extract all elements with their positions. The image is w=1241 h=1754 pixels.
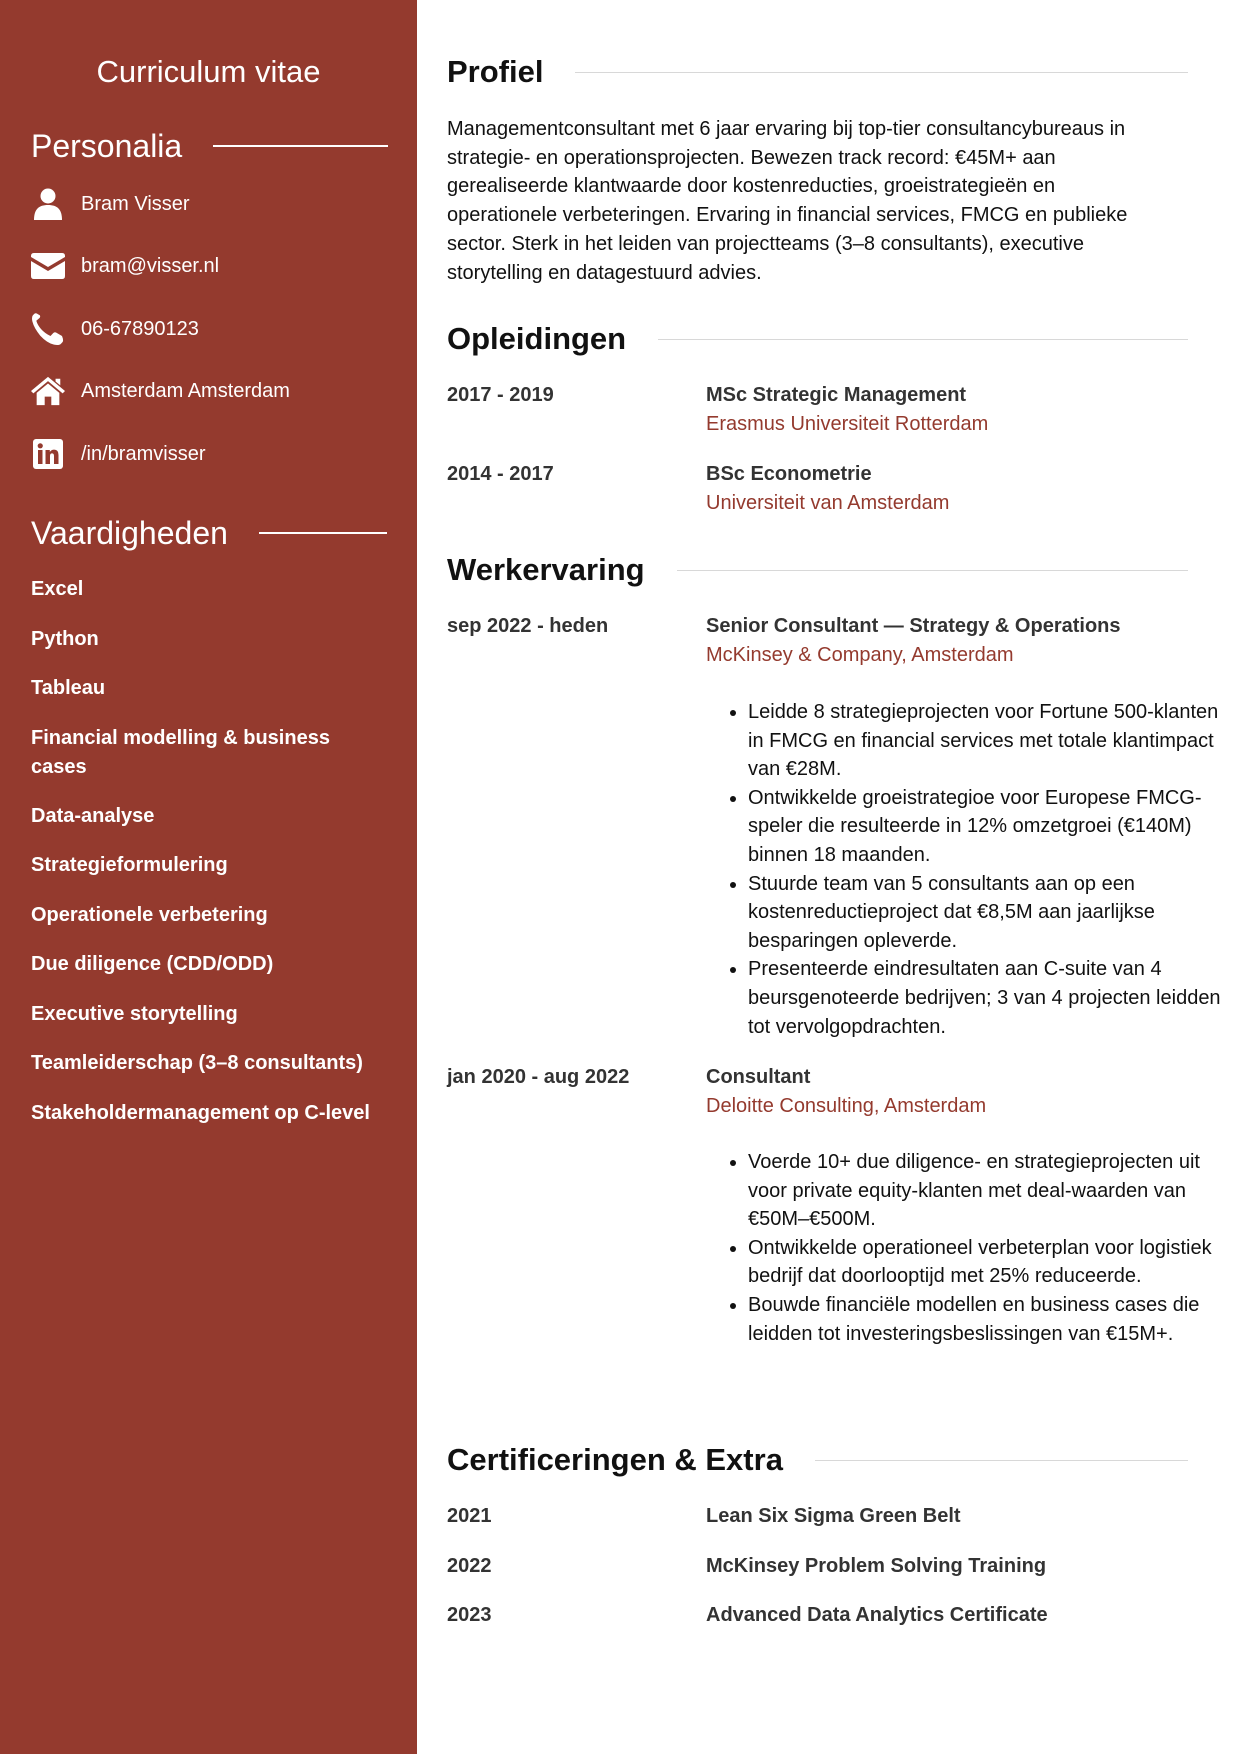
achievement-item: • Stuurde team van 5 consultants aan op een kostenreductieproject dat €8,5M aan jaarlijkse besparingen opleverde.: [748, 870, 1233, 956]
achievement-item: • Bouwde financiële modellen en business cases die leidden tot investeringsbeslissingen van €15M+.: [748, 1291, 1233, 1348]
skill-item: Python: [31, 628, 99, 650]
personalia-heading: [31, 124, 388, 168]
skill-item: Excel: [31, 578, 84, 600]
education-degree: MSc Strategic Management: [706, 384, 967, 406]
profile-text: Managementconsultant met 6 jaar ervaring bij top-tier consultancybureaus in strategie- en operationsprojecten. Bewezen track record: €45M+ aan gerealiseerde klantwaarde door kostenreducties, groeistrategieën en operationele verbeteringen. Ervaring in financial services, FMCG en publieke sector. Sterk in het leiden van projectteams (3–8 consultants), executive storytelling en datagestuurd advies.: [447, 118, 1128, 284]
profile-heading: [447, 50, 1188, 94]
skill-item: Teamleiderschap (3–8 consultants): [31, 1052, 363, 1074]
home-icon: [31, 374, 65, 408]
personalia-heading-label: Personalia: [31, 128, 183, 164]
contact-name-text: Bram Visser: [81, 192, 190, 215]
job-title: Consultant: [706, 1066, 811, 1088]
job-title: Senior Consultant — Strategy & Operations: [706, 615, 1121, 637]
contact-email[interactable]: [31, 249, 219, 283]
skill-item: Operationele verbetering: [31, 904, 268, 926]
skill-item: Stakeholdermanagement op C-level: [31, 1102, 370, 1124]
contact-linkedin[interactable]: [31, 437, 205, 471]
job-achievements: [706, 1148, 1233, 1348]
certifications-divider: [815, 1460, 1188, 1461]
education-heading: [447, 317, 1188, 361]
certification-year: 2022: [447, 1555, 492, 1577]
job-employer: Deloitte Consulting, Amsterdam: [706, 1095, 987, 1117]
linkedin-icon: [31, 437, 65, 471]
skills-heading: [31, 511, 387, 555]
skill-item: Financial modelling & business cases: [31, 727, 330, 778]
achievement-item: • Presenteerde eindresultaten aan C-suite van 4 beursgenoteerde bedrijven; 3 van 4 projecten leidden tot vervolgopdrachten.: [748, 955, 1233, 1041]
contact-location: [31, 374, 290, 408]
education-degree: BSc Econometrie: [706, 463, 872, 485]
experience-heading-label: Werkervaring: [447, 552, 645, 587]
job-period: sep 2022 - heden: [447, 615, 609, 637]
contact-name: [31, 187, 190, 221]
sidebar: [0, 0, 417, 1754]
contact-linkedin-text[interactable]: /in/bramvisser: [81, 442, 206, 465]
contact-location-text: Amsterdam Amsterdam: [81, 379, 290, 402]
skill-item: Due diligence (CDD/ODD): [31, 953, 274, 975]
education-heading-label: Opleidingen: [447, 321, 627, 356]
skills-heading-label: Vaardigheden: [31, 515, 228, 551]
contact-phone-text[interactable]: 06-67890123: [81, 317, 199, 340]
certifications-heading: [447, 1438, 1188, 1482]
achievement-item: • Voerde 10+ due diligence- en strategieprojecten uit voor private equity-klanten met deal-waarden van €50M–€500M.: [748, 1148, 1233, 1234]
experience-divider: [677, 570, 1188, 571]
job-achievements: [706, 698, 1233, 1041]
cv-title: Curriculum vitae: [96, 54, 321, 89]
contact-email-text[interactable]: bram@visser.nl: [81, 254, 220, 277]
education-period: 2017 - 2019: [447, 384, 554, 406]
certifications-heading-label: Certificeringen & Extra: [447, 1442, 783, 1477]
skill-item: Executive storytelling: [31, 1003, 238, 1025]
achievement-item: • Ontwikkelde groeistrategioe voor Europese FMCG-speler die resulteerde in 12% omzetgroei (€140M) binnen 18 maanden.: [748, 784, 1233, 870]
education-period: 2014 - 2017: [447, 463, 554, 485]
certification-year: 2021: [447, 1505, 492, 1527]
education-institution: Erasmus Universiteit Rotterdam: [706, 413, 989, 435]
personalia-divider: [213, 145, 388, 147]
contact-phone[interactable]: [31, 312, 199, 346]
profile-divider: [575, 72, 1188, 73]
certification-title: Lean Six Sigma Green Belt: [706, 1505, 961, 1527]
profile-heading-label: Profiel: [447, 54, 544, 89]
education-divider: [658, 339, 1188, 340]
certification-title: McKinsey Problem Solving Training: [706, 1555, 1047, 1577]
job-period: jan 2020 - aug 2022: [447, 1066, 630, 1088]
experience-heading: [447, 548, 1188, 592]
envelope-icon: [31, 249, 65, 283]
job-employer: McKinsey & Company, Amsterdam: [706, 644, 1014, 666]
skill-item: Strategieformulering: [31, 854, 228, 876]
certification-year: 2023: [447, 1604, 492, 1626]
skill-item: Data-analyse: [31, 805, 155, 827]
certification-title: Advanced Data Analytics Certificate: [706, 1604, 1048, 1626]
achievement-item: • Leidde 8 strategieprojecten voor Fortune 500-klanten in FMCG en financial services met totale klantimpact van €28M.: [748, 698, 1233, 784]
skills-divider: [259, 532, 387, 534]
education-institution: Universiteit van Amsterdam: [706, 492, 950, 514]
achievement-item: • Ontwikkelde operationeel verbeterplan voor logistiek bedrijf dat doorlooptijd met 25% reduceerde.: [748, 1234, 1233, 1291]
user-icon: [31, 187, 65, 221]
phone-icon: [31, 312, 65, 346]
skill-item: Tableau: [31, 677, 106, 699]
